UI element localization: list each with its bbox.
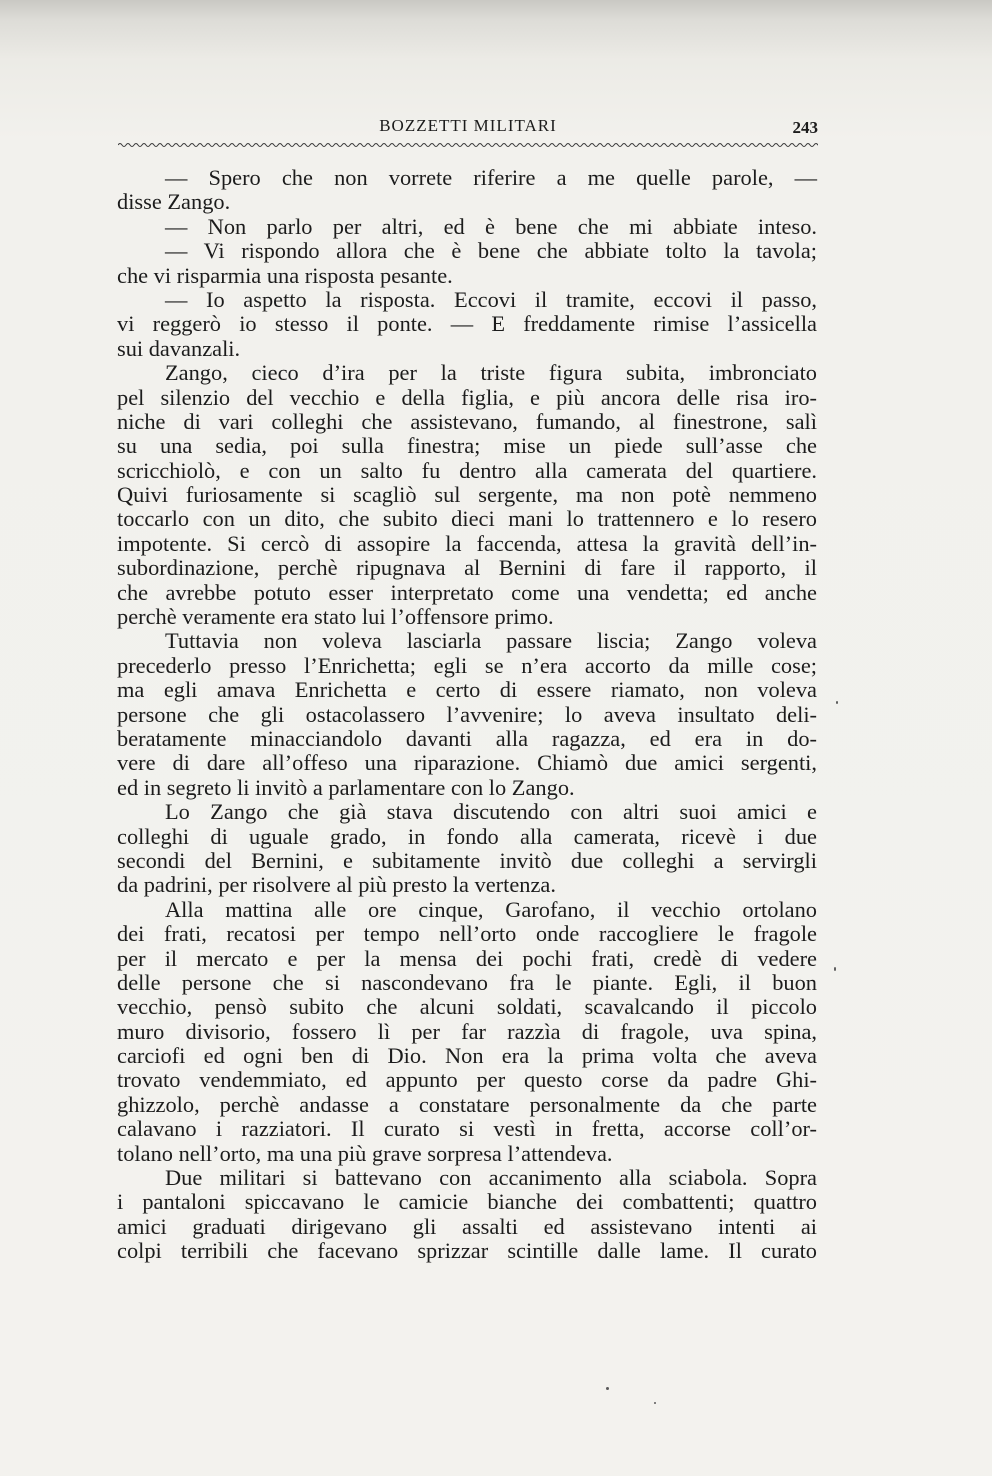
text-line: dei frati, recatosi per tempo nell’orto onde raccogliere le fragole	[117, 921, 817, 947]
text-line: ma egli amava Enrichetta e certo di essere riamato, non voleva	[117, 677, 817, 703]
text-line: Lo Zango che già stava discutendo con altri suoi amici e	[165, 799, 817, 825]
text-line: calavano i razziatori. Il curato si vestì in fretta, accorse coll’or-	[117, 1116, 817, 1142]
text-line: precederlo presso l’Enrichetta; egli se n’era accorto da mille cose;	[117, 652, 817, 678]
text-line: secondi del Bernini, e subitamente invitò due colleghi a servirgli	[117, 847, 817, 873]
text-line: trovato vendemmiato, ed appunto per questo corse da padre Ghi-	[117, 1067, 817, 1093]
text-line: su una sedia, poi sulla finestra; mise un piede sull’asse che	[117, 433, 817, 459]
text-line: tolano nell’orto, ma una più grave sorpresa l’attendeva.	[117, 1140, 613, 1166]
text-line: pel silenzio del vecchio e della figlia, e più ancora delle risa iro-	[117, 384, 817, 410]
text-line: i pantaloni spiccavano le camicie bianche dei combattenti; quattro	[117, 1189, 817, 1215]
text-line: — Non parlo per altri, ed è bene che mi abbiate inteso.	[165, 213, 817, 239]
text-line: beratamente minacciandolo davanti alla ragazza, ed era in do-	[117, 725, 817, 751]
text-line: disse Zango.	[117, 189, 231, 215]
text-line: Tuttavia non voleva lasciarla passare liscia; Zango voleva	[165, 628, 817, 654]
text-line: perchè veramente era stato lui l’offensore primo.	[117, 604, 554, 630]
text-line: toccarlo con un dito, che subito dieci mani lo trattennero e lo resero	[117, 506, 817, 532]
page-number: 243	[792, 118, 818, 137]
text-line: — Spero che non vorrete riferire a me quelle parole, —	[165, 165, 817, 190]
text-line: muro divisorio, fossero lì per far razzìa di fragole, uva spina,	[117, 1018, 817, 1044]
text-line: scricchiolò, e con un salto fu dentro alla camerata del quartiere.	[117, 457, 817, 483]
text-line: colpi terribili che facevano sprizzar scintille dalle lame. Il curato	[117, 1238, 817, 1264]
text-line: vecchio, pensò subito che alcuni soldati, scavalcando il piccolo	[117, 994, 817, 1020]
body-text	[117, 166, 817, 1264]
text-line: per il mercato e per la mensa dei pochi frati, credè di vedere	[117, 945, 817, 971]
text-line: Alla mattina alle ore cinque, Garofano, il vecchio ortolano	[165, 896, 817, 922]
text-line: vi reggerò io stesso il ponte. — E freddamente rimise l’assicella	[117, 311, 817, 337]
text-line: colleghi di uguale grado, in fondo alla camerata, ricevè i due	[117, 823, 817, 849]
text-line: che vi risparmia una risposta pesante.	[117, 262, 453, 288]
ink-speck	[836, 701, 838, 704]
text-line: ghizzolo, perchè andasse a constatare personalmente da che parte	[117, 1091, 817, 1117]
text-line: Quivi furiosamente si scagliò sul sergente, ma non potè nemmeno	[117, 482, 817, 508]
ink-speck	[654, 1402, 656, 1404]
ink-speck	[834, 967, 836, 971]
text-line: vere di dare all’offeso una riparazione. Chiamò due amici sergenti,	[117, 750, 817, 776]
text-line: delle persone che si nascondevano fra le piante. Egli, il buon	[117, 969, 817, 995]
text-line: — Vi rispondo allora che è bene che abbiate tolto la tavola;	[165, 238, 817, 264]
text-line: amici graduati dirigevano gli assalti ed assistevano intenti ai	[117, 1213, 817, 1239]
text-line: — Io aspetto la risposta. Eccovi il tramite, eccovi il passo,	[165, 286, 817, 312]
running-title: BOZZETTI MILITARI	[379, 116, 557, 135]
text-line: persone che gli ostacolassero l’avvenire; lo aveva insultato deli-	[117, 701, 817, 727]
text-line: da padrini, per risolvere al più presto la vertenza.	[117, 872, 556, 898]
text-line: sui davanzali.	[117, 335, 241, 361]
text-line: subordinazione, perchè ripugnava al Bernini di fare il rapporto, il	[117, 555, 817, 581]
text-line: impotente. Si cercò di assopire la faccenda, attesa la gravità dell’in-	[117, 530, 817, 556]
ink-speck	[606, 1387, 609, 1390]
text-line: niche di vari colleghi che assistevano, fumando, al finestrone, salì	[117, 408, 817, 434]
text-line: ed in segreto li invitò a parlamentare con lo Zango.	[117, 774, 575, 800]
wavy-rule-divider	[118, 138, 818, 152]
text-line: Zango, cieco d’ira per la triste figura subita, imbronciato	[165, 360, 817, 386]
text-line: carciofi ed ogni ben di Dio. Non era la prima volta che aveva	[117, 1043, 817, 1069]
text-line: Due militari si battevano con accanimento alla sciabola. Sopra	[165, 1165, 817, 1191]
text-line: che avrebbe potuto esser interpretato come una vendetta; ed anche	[117, 579, 817, 605]
